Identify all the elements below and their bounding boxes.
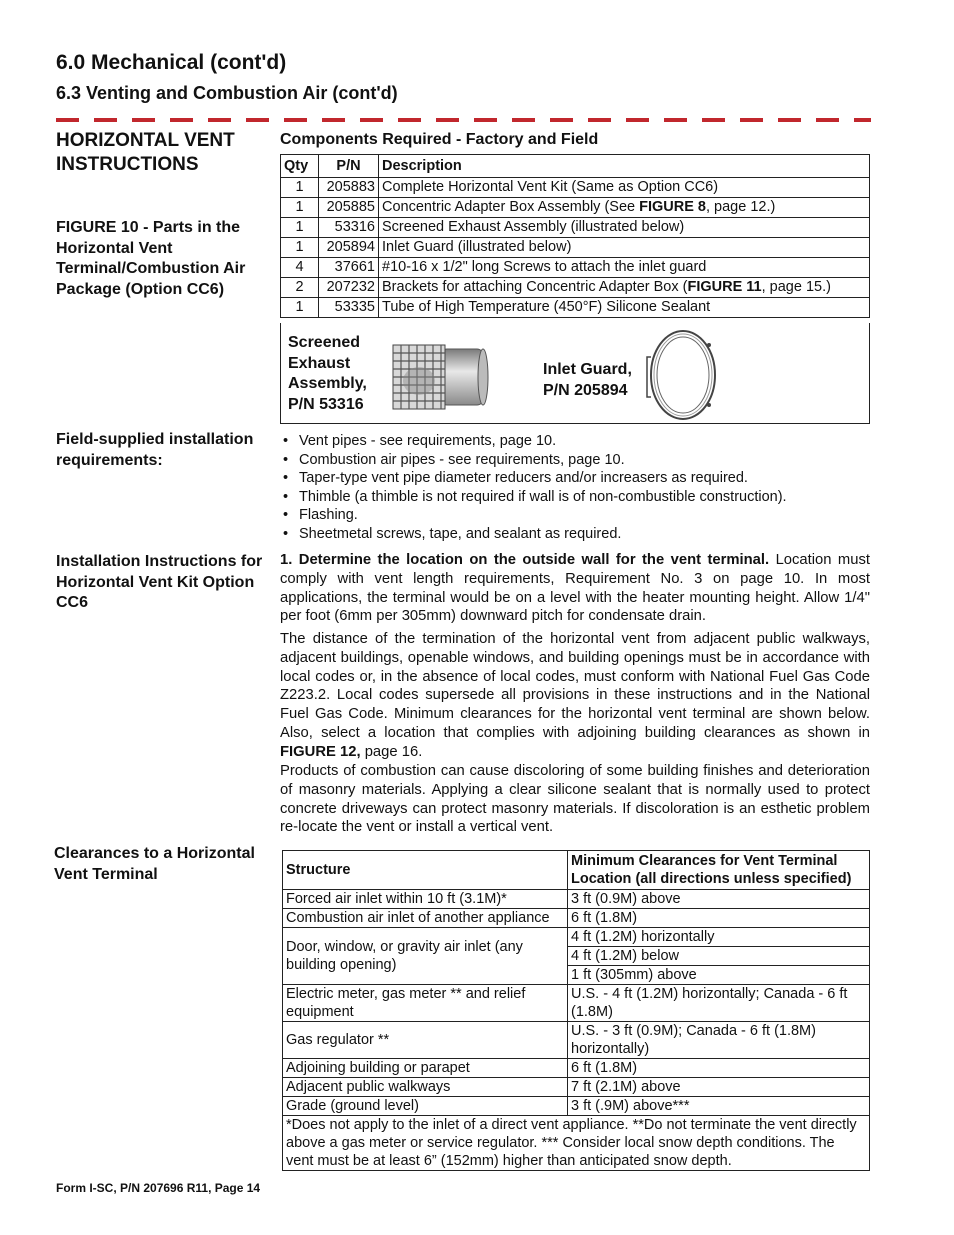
structure-cell: Electric meter, gas meter ** and relief equipment	[283, 985, 568, 1022]
figure-ref: FIGURE 12,	[280, 743, 361, 760]
figure-ref: FIGURE 11	[687, 279, 762, 295]
clearance-cell: 7 ft (2.1M) above	[568, 1078, 870, 1097]
figure-ref: FIGURE 8	[639, 199, 706, 215]
footnote-cell: *Does not apply to the inlet of a direct vent appliance. **Do not terminate the vent directly above a gas meter or service regulator. *** Consider local snow depth conditions. The vent must be at least 6” (152mm) higher than anticipated snow depth.	[283, 1116, 870, 1171]
list-item: • Vent pipes - see requirements, page 10.	[280, 432, 870, 451]
clearance-cell: 4 ft (1.2M) horizontally	[568, 928, 870, 947]
col-clearance: Minimum Clearances for Vent Terminal Location (all directions unless specified)	[568, 851, 870, 890]
clearance-cell: 6 ft (1.8M)	[568, 909, 870, 928]
pn-cell: 37661	[319, 258, 379, 278]
table-row	[283, 1078, 870, 1097]
structure-cell: Gas regulator **	[283, 1022, 568, 1059]
qty-cell: 1	[281, 198, 319, 218]
clearances-heading: Clearances to a Horizontal Vent Terminal	[54, 845, 255, 883]
table-row	[281, 238, 870, 258]
clearance-cell: 3 ft (.9M) above***	[568, 1097, 870, 1116]
step-1-text: Location must comply with vent length requirements, Requirement No. 3 on page 10. In most applications, the terminal would be on a level with the heater mounting height. Allow 1/4" per foot (6mm per 305mm) downward pitch for condensate drain.	[280, 552, 870, 625]
qty-cell: 2	[281, 278, 319, 298]
clearance-cell: 6 ft (1.8M)	[568, 1059, 870, 1078]
table-row	[283, 890, 870, 909]
col-structure: Structure	[283, 851, 568, 890]
table-row	[281, 198, 870, 218]
clearance-cell: U.S. - 4 ft (1.2M) horizontally; Canada - 6 ft (1.8M)	[568, 985, 870, 1022]
clearance-cell: 3 ft (0.9M) above	[568, 890, 870, 909]
description-cell: Inlet Guard (illustrated below)	[379, 238, 870, 258]
col-pn: P/N	[319, 155, 379, 178]
structure-cell: Grade (ground level)	[283, 1097, 568, 1116]
table-row	[281, 298, 870, 318]
desc-text: Brackets for attaching Concentric Adapter Box (	[382, 279, 688, 295]
structure-cell: Door, window, or gravity air inlet (any building opening)	[283, 928, 568, 985]
clearances-table	[282, 850, 870, 1171]
col-qty: Qty	[281, 155, 319, 178]
page-footer: Form I-SC, P/N 207696 R11, Page 14	[56, 1181, 261, 1195]
dashed-divider	[56, 118, 871, 122]
table-row	[283, 1022, 870, 1059]
table-row	[283, 1059, 870, 1078]
page-title: 6.0 Mechanical (cont'd)	[56, 51, 287, 74]
inlet-guard-illustration	[643, 327, 721, 423]
structure-cell: Adjacent public walkways	[283, 1078, 568, 1097]
pn-cell: 53316	[319, 218, 379, 238]
description-cell	[379, 198, 870, 218]
pn-cell: 205883	[319, 178, 379, 198]
clearance-cell: 1 ft (305mm) above	[568, 966, 870, 985]
components-table	[280, 154, 870, 318]
table-row	[283, 909, 870, 928]
desc-text: , page 12.)	[705, 199, 776, 215]
table-header-row	[283, 851, 870, 890]
figure-10-caption: FIGURE 10 - Parts in the Horizontal Vent Terminal/Combustion Air Package (Option CC6)	[56, 219, 246, 298]
description-cell	[379, 278, 870, 298]
pn-cell: 207232	[319, 278, 379, 298]
table-row	[281, 278, 870, 298]
inlet-guard-label: Inlet Guard, P/N 205894	[543, 361, 632, 399]
clearance-cell: U.S. - 3 ft (0.9M); Canada - 6 ft (1.8M) horizontally)	[568, 1022, 870, 1059]
field-requirements-list	[280, 432, 870, 544]
table-row	[283, 928, 870, 947]
list-item: • Sheetmetal screws, tape, and sealant as required.	[280, 525, 870, 544]
description-cell: Complete Horizontal Vent Kit (Same as Option CC6)	[379, 178, 870, 198]
clearance-cell: 4 ft (1.2M) below	[568, 947, 870, 966]
horizontal-vent-heading: HORIZONTAL VENT INSTRUCTIONS	[56, 130, 235, 175]
field-supplied-heading: Field-supplied installation requirements:	[56, 431, 254, 469]
instruction-paragraph-3: Products of combustion can cause discoloring of some building finishes and deterioration of masonry materials. Applying a clear silicone sealant that is normally used to protect concrete driveways can protect masonry materials. If discoloration is an esthetic problem re-locate the vent or install a vertical vent.	[280, 763, 870, 836]
list-item: • Thimble (a thimble is not required if wall is of non-combustible construction).	[280, 488, 870, 507]
exhaust-assembly-label: Screened Exhaust Assembly, P/N 53316	[288, 334, 367, 413]
section-subtitle: 6.3 Venting and Combustion Air (cont'd)	[56, 83, 398, 103]
paragraph-text: The distance of the termination of the horizontal vent from adjacent public walkways, adjacent buildings, openable windows, and building openings must be in accordance with local codes or, in the absence of local codes, must conform with National Fuel Gas Code Z223.2. Local codes supersede all provisions in these instructions and in the National Fuel Gas Code. Minimum clearances for the horizontal vent terminal are shown below. Also, select a location that complies with adjoining building clearances as shown in	[280, 631, 870, 741]
table-row	[283, 1097, 870, 1116]
list-item: • Combustion air pipes - see requirements, page 10.	[280, 451, 870, 470]
installation-heading: Installation Instructions for Horizontal Vent Kit Option CC6	[56, 553, 263, 611]
qty-cell: 1	[281, 238, 319, 258]
table-row	[283, 985, 870, 1022]
pn-cell: 205885	[319, 198, 379, 218]
list-item: • Taper-type vent pipe diameter reducers and/or increasers as required.	[280, 469, 870, 488]
col-description: Description	[379, 155, 870, 178]
step-1-heading: 1. Determine the location on the outside wall for the vent terminal.	[280, 552, 770, 568]
structure-cell: Forced air inlet within 10 ft (3.1M)*	[283, 890, 568, 909]
qty-cell: 1	[281, 218, 319, 238]
instruction-paragraph-2	[280, 630, 870, 762]
screened-exhaust-illustration	[389, 341, 489, 413]
components-title: Components Required - Factory and Field	[280, 131, 599, 148]
list-item: • Flashing.	[280, 506, 870, 525]
table-header-row	[281, 155, 870, 178]
description-cell: Tube of High Temperature (450°F) Silicone Sealant	[379, 298, 870, 318]
desc-text: Concentric Adapter Box Assembly (See	[382, 199, 640, 215]
footnote-row	[283, 1116, 870, 1171]
instruction-step-1	[280, 551, 870, 626]
qty-cell: 1	[281, 298, 319, 318]
description-cell: #10-16 x 1/2" long Screws to attach the inlet guard	[379, 258, 870, 278]
qty-cell: 1	[281, 178, 319, 198]
desc-text: , page 15.)	[761, 279, 831, 295]
paragraph-text: page 16.	[360, 743, 423, 760]
table-row	[281, 218, 870, 238]
qty-cell: 4	[281, 258, 319, 278]
parts-illustration-box	[280, 323, 870, 424]
pn-cell: 205894	[319, 238, 379, 258]
table-row	[281, 258, 870, 278]
structure-cell: Combustion air inlet of another appliance	[283, 909, 568, 928]
description-cell: Screened Exhaust Assembly (illustrated below)	[379, 218, 870, 238]
table-row	[281, 178, 870, 198]
pn-cell: 53335	[319, 298, 379, 318]
structure-cell: Adjoining building or parapet	[283, 1059, 568, 1078]
